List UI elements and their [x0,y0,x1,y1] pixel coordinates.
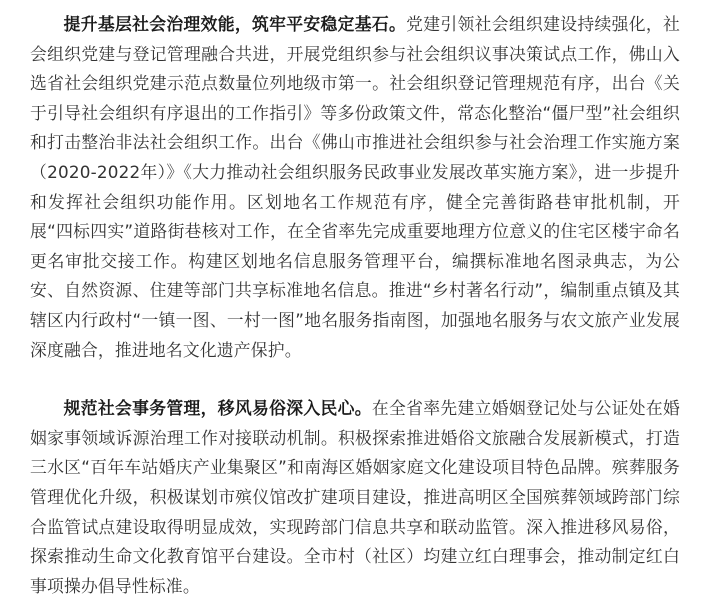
paragraph-text: 在全省率先建立婚姻登记处与公证处在婚姻家事领域诉源治理工作对接联动机制。积极探索推进婚俗文旅融合发展新模式，打造三水区“百年车站婚庆产业集聚区”和南海区婚姻家庭文化建设项目特色品牌。殡葬服务管理优化升级，积极谋划市殡仪馆改扩建项目建设，推进高明区全国殡葬领域跨部门综合监管试点建设取得明显成效，实现跨部门信息共享和联动监管。深入推进移风易俗，探索推动生命文化教育馆平台建设。全市村（社区）均建立红白理事会，推动制定红白事项操办倡导性标准。 [30,398,680,596]
article-body [30,10,680,601]
paragraph-social-governance [30,10,680,365]
paragraph-lead-heading: 规范社会事务管理，移风易俗深入民心。 [63,398,372,419]
paragraph-social-affairs [30,394,680,601]
paragraph-lead-heading: 提升基层社会治理效能，筑牢平安稳定基石。 [63,14,407,34]
paragraph-text: 党建引领社会组织建设持续强化，社会组织党建与登记管理融合共进，开展党组织参与社会组织议事决策试点工作，佛山入选省社会组织党建示范点数量位列地级市第一。社会组织登记管理规范有序，出台《关于引导社会组织有序退出的工作指引》等多份政策文件，常态化整治“僵尸型”社会组织和打击整治非法社会组织工作。出台《佛山市推进社会组织参与社会治理工作实施方案（2020-2022年）》《大力推动社会组织服务民政事业发展改革实施方案》，进一步提升和发挥社会组织功能作用。区划地名工作规范有序，健全完善街路巷审批机制，开展“四标四实”道路街巷核对工作，在全省率先完成重要地理方位意义的住宅区楼宇命名更名审批交接工作。构建区划地名信息服务管理平台，编撰标准地名图录典志，为公安、自然资源、住建等部门共享标准地名信息。推进“乡村著名行动”，编制重点镇及其辖区内行政村“一镇一图、一村一图”地名服务指南图，加强地名服务与农文旅产业发展深度融合，推进地名文化遗产保护。 [30,14,680,360]
